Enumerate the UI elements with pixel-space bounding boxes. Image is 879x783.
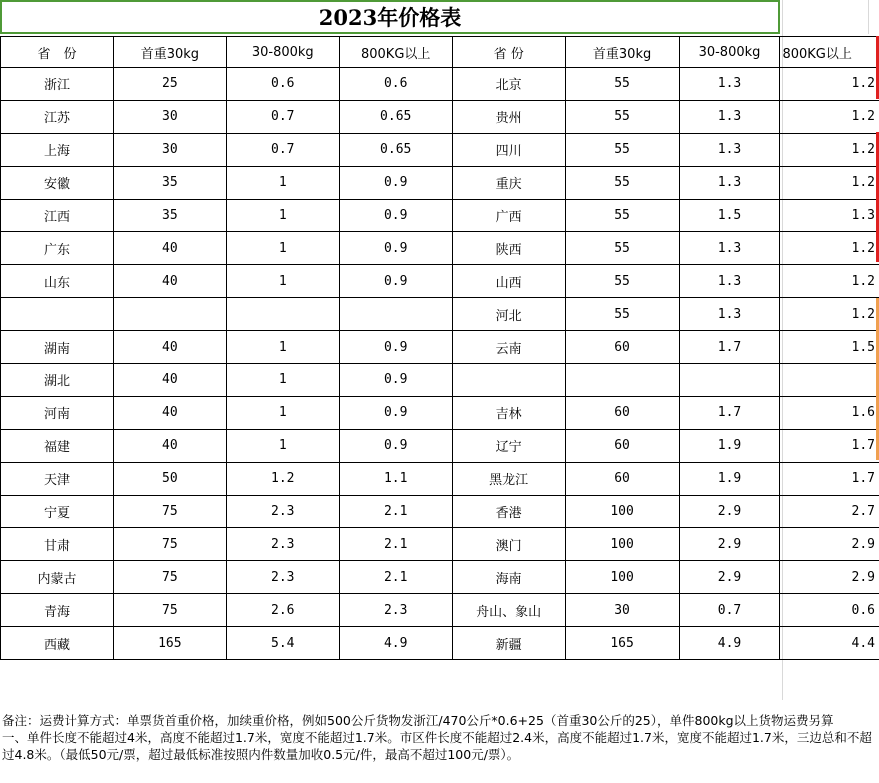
price-cell[interactable]: 0.65 xyxy=(339,100,452,133)
table-row xyxy=(1,133,879,166)
price-cell[interactable]: 100 xyxy=(565,495,679,528)
province-cell[interactable]: 宁夏 xyxy=(1,495,114,528)
price-cell[interactable]: 1.9 xyxy=(679,429,780,462)
price-cell[interactable]: 50 xyxy=(113,462,226,495)
price-table xyxy=(0,36,879,660)
province-cell[interactable]: 黑龙江 xyxy=(452,462,565,495)
price-cell[interactable]: 40 xyxy=(113,364,226,397)
province-cell[interactable]: 海南 xyxy=(452,561,565,594)
price-cell[interactable]: 60 xyxy=(565,462,679,495)
price-cell[interactable]: 0.6 xyxy=(339,68,452,101)
price-cell[interactable] xyxy=(113,298,226,331)
province-cell[interactable]: 天津 xyxy=(1,462,114,495)
price-cell[interactable]: 0.6 xyxy=(780,594,879,627)
price-cell[interactable]: 1 xyxy=(226,232,339,265)
province-cell[interactable]: 山西 xyxy=(452,265,565,298)
province-cell[interactable]: 内蒙古 xyxy=(1,561,114,594)
price-cell[interactable]: 55 xyxy=(565,68,679,101)
table-row xyxy=(1,265,879,298)
price-cell[interactable]: 30 xyxy=(113,133,226,166)
header-cell[interactable]: 省 份 xyxy=(452,37,565,68)
header-cell[interactable]: 首重30kg xyxy=(113,37,226,68)
table-row xyxy=(1,561,879,594)
price-cell[interactable]: 40 xyxy=(113,232,226,265)
province-cell[interactable] xyxy=(452,364,565,397)
price-cell[interactable]: 100 xyxy=(565,561,679,594)
table-row xyxy=(1,232,879,265)
province-cell[interactable]: 上海 xyxy=(1,133,114,166)
price-cell[interactable]: 0.7 xyxy=(226,133,339,166)
price-cell[interactable] xyxy=(226,298,339,331)
price-cell[interactable]: 1.5 xyxy=(780,331,879,364)
table-row xyxy=(1,364,879,397)
price-cell[interactable]: 1.2 xyxy=(780,265,879,298)
header-cell[interactable]: 800KG以上 xyxy=(339,37,452,68)
table-row xyxy=(1,331,879,364)
price-cell[interactable]: 4.9 xyxy=(679,627,780,660)
price-cell[interactable]: 0.9 xyxy=(339,429,452,462)
price-cell[interactable]: 165 xyxy=(113,627,226,660)
sheet-title[interactable]: 2023年价格表 xyxy=(0,0,780,34)
price-cell[interactable]: 0.9 xyxy=(339,364,452,397)
price-cell[interactable]: 1 xyxy=(226,265,339,298)
province-cell[interactable]: 青海 xyxy=(1,594,114,627)
table-row xyxy=(1,396,879,429)
province-cell[interactable]: 舟山、象山 xyxy=(452,594,565,627)
table-row xyxy=(1,100,879,133)
price-cell[interactable]: 2.3 xyxy=(226,528,339,561)
notes xyxy=(2,712,876,763)
province-cell[interactable] xyxy=(1,298,114,331)
province-cell[interactable]: 河南 xyxy=(1,396,114,429)
price-cell[interactable]: 55 xyxy=(565,298,679,331)
province-cell[interactable]: 贵州 xyxy=(452,100,565,133)
price-cell[interactable]: 1.3 xyxy=(679,68,780,101)
price-cell[interactable] xyxy=(679,364,780,397)
price-cell[interactable]: 165 xyxy=(565,627,679,660)
table-row xyxy=(1,199,879,232)
price-cell[interactable]: 1.3 xyxy=(679,265,780,298)
price-cell[interactable] xyxy=(780,364,879,397)
header-cell[interactable]: 30-800kg xyxy=(679,37,780,68)
price-cell[interactable]: 2.9 xyxy=(780,528,879,561)
price-cell[interactable]: 1 xyxy=(226,331,339,364)
price-cell[interactable]: 1.3 xyxy=(679,100,780,133)
price-cell[interactable]: 55 xyxy=(565,100,679,133)
province-cell[interactable]: 江苏 xyxy=(1,100,114,133)
header-cell[interactable]: 省 份 xyxy=(1,37,114,68)
province-cell[interactable]: 吉林 xyxy=(452,396,565,429)
province-cell[interactable]: 安徽 xyxy=(1,166,114,199)
price-cell[interactable]: 0.9 xyxy=(339,331,452,364)
price-cell[interactable]: 0.9 xyxy=(339,396,452,429)
price-cell[interactable]: 1 xyxy=(226,166,339,199)
table-row xyxy=(1,594,879,627)
price-cell[interactable]: 55 xyxy=(565,166,679,199)
province-cell[interactable]: 澳门 xyxy=(452,528,565,561)
header-row xyxy=(1,37,879,68)
province-cell[interactable]: 新疆 xyxy=(452,627,565,660)
price-cell[interactable]: 100 xyxy=(565,528,679,561)
price-cell[interactable]: 1.2 xyxy=(780,133,879,166)
price-cell[interactable]: 1.2 xyxy=(780,298,879,331)
price-cell[interactable]: 1.2 xyxy=(780,166,879,199)
price-cell[interactable]: 55 xyxy=(565,133,679,166)
price-cell[interactable]: 4.9 xyxy=(339,627,452,660)
price-cell[interactable]: 2.1 xyxy=(339,561,452,594)
price-cell[interactable]: 1 xyxy=(226,396,339,429)
price-cell[interactable]: 0.9 xyxy=(339,265,452,298)
province-cell[interactable]: 浙江 xyxy=(1,68,114,101)
price-cell[interactable]: 2.3 xyxy=(226,561,339,594)
header-cell[interactable]: 800KG以上 xyxy=(780,37,879,68)
price-cell[interactable]: 2.7 xyxy=(780,495,879,528)
price-cell[interactable]: 1.7 xyxy=(780,429,879,462)
header-cell[interactable]: 30-800kg xyxy=(226,37,339,68)
price-cell[interactable]: 1 xyxy=(226,199,339,232)
price-cell[interactable]: 1.7 xyxy=(679,396,780,429)
price-cell[interactable]: 2.9 xyxy=(679,561,780,594)
price-cell[interactable]: 1.1 xyxy=(339,462,452,495)
price-cell[interactable]: 25 xyxy=(113,68,226,101)
price-cell[interactable]: 1.3 xyxy=(679,298,780,331)
price-cell[interactable]: 1 xyxy=(226,429,339,462)
header-cell[interactable]: 首重30kg xyxy=(565,37,679,68)
price-cell[interactable]: 55 xyxy=(565,232,679,265)
province-cell[interactable]: 西藏 xyxy=(1,627,114,660)
price-cell[interactable]: 35 xyxy=(113,166,226,199)
province-cell[interactable]: 江西 xyxy=(1,199,114,232)
price-cell[interactable]: 1.3 xyxy=(780,199,879,232)
price-cell[interactable]: 4.4 xyxy=(780,627,879,660)
price-cell[interactable]: 60 xyxy=(565,331,679,364)
table-row xyxy=(1,298,879,331)
price-cell[interactable]: 1.5 xyxy=(679,199,780,232)
price-cell[interactable]: 1 xyxy=(226,364,339,397)
price-cell[interactable]: 35 xyxy=(113,199,226,232)
price-cell[interactable]: 40 xyxy=(113,429,226,462)
price-cell[interactable]: 60 xyxy=(565,396,679,429)
province-cell[interactable]: 湖北 xyxy=(1,364,114,397)
price-cell[interactable]: 5.4 xyxy=(226,627,339,660)
province-cell[interactable]: 广东 xyxy=(1,232,114,265)
price-cell[interactable]: 1.2 xyxy=(780,100,879,133)
province-cell[interactable]: 香港 xyxy=(452,495,565,528)
table-row xyxy=(1,462,879,495)
price-cell[interactable]: 1.3 xyxy=(679,232,780,265)
price-cell[interactable] xyxy=(565,364,679,397)
province-cell[interactable]: 山东 xyxy=(1,265,114,298)
price-cell[interactable]: 2.9 xyxy=(679,528,780,561)
price-cell[interactable]: 40 xyxy=(113,331,226,364)
price-table-body xyxy=(1,37,879,660)
grid-line xyxy=(868,0,869,34)
price-cell[interactable]: 55 xyxy=(565,265,679,298)
table-row xyxy=(1,166,879,199)
price-cell[interactable]: 0.7 xyxy=(679,594,780,627)
province-cell[interactable]: 陕西 xyxy=(452,232,565,265)
table-row xyxy=(1,429,879,462)
province-cell[interactable]: 云南 xyxy=(452,331,565,364)
price-cell[interactable]: 1.9 xyxy=(679,462,780,495)
price-cell[interactable]: 75 xyxy=(113,528,226,561)
price-cell[interactable]: 0.9 xyxy=(339,166,452,199)
price-cell[interactable]: 1.3 xyxy=(679,133,780,166)
note-calculation[interactable]: 备注：运费计算方式：单票货首重价格，加续重价格，例如500公斤货物发浙江/470公斤*0.6+25（首重30公斤的25），单件800kg以上货物运费另算 xyxy=(2,713,834,728)
price-cell[interactable]: 1.2 xyxy=(226,462,339,495)
table-row xyxy=(1,495,879,528)
price-cell[interactable]: 55 xyxy=(565,199,679,232)
price-cell[interactable]: 2.3 xyxy=(226,495,339,528)
table-row xyxy=(1,68,879,101)
price-cell[interactable]: 1.2 xyxy=(780,68,879,101)
price-cell[interactable]: 75 xyxy=(113,594,226,627)
price-cell[interactable]: 1.7 xyxy=(780,462,879,495)
price-cell[interactable]: 2.9 xyxy=(679,495,780,528)
price-cell[interactable]: 40 xyxy=(113,265,226,298)
price-cell[interactable]: 60 xyxy=(565,429,679,462)
price-cell[interactable]: 75 xyxy=(113,495,226,528)
province-cell[interactable]: 湖南 xyxy=(1,331,114,364)
province-cell[interactable]: 甘肃 xyxy=(1,528,114,561)
province-cell[interactable]: 广西 xyxy=(452,199,565,232)
price-cell[interactable]: 40 xyxy=(113,396,226,429)
province-cell[interactable]: 河北 xyxy=(452,298,565,331)
table-row xyxy=(1,528,879,561)
price-cell[interactable]: 0.65 xyxy=(339,133,452,166)
price-cell[interactable] xyxy=(339,298,452,331)
price-cell[interactable]: 2.3 xyxy=(339,594,452,627)
price-cell[interactable]: 30 xyxy=(113,100,226,133)
province-cell[interactable]: 重庆 xyxy=(452,166,565,199)
price-cell[interactable]: 75 xyxy=(113,561,226,594)
province-cell[interactable]: 福建 xyxy=(1,429,114,462)
price-cell[interactable]: 1.3 xyxy=(679,166,780,199)
province-cell[interactable]: 辽宁 xyxy=(452,429,565,462)
province-cell[interactable]: 北京 xyxy=(452,68,565,101)
price-cell[interactable]: 2.1 xyxy=(339,528,452,561)
note-size-limits[interactable]: 一、单件长度不能超过4米，高度不能超过1.7米，宽度不能超过1.7米。市区件长度不能超过2.4米，高度不能超过1.7米，宽度不能超过1.7米，三边总和不超过4.8米。（最低50元/票，超过最低标准按照内件数量加收0.5元/件，最高不超过100元/票）。 xyxy=(2,730,872,762)
price-cell[interactable]: 2.9 xyxy=(780,561,879,594)
price-cell[interactable]: 1.7 xyxy=(679,331,780,364)
province-cell[interactable]: 四川 xyxy=(452,133,565,166)
price-cell[interactable]: 0.6 xyxy=(226,68,339,101)
price-cell[interactable]: 2.1 xyxy=(339,495,452,528)
price-cell[interactable]: 0.7 xyxy=(226,100,339,133)
table-row xyxy=(1,627,879,660)
price-cell[interactable]: 1.2 xyxy=(780,232,879,265)
price-cell[interactable]: 0.9 xyxy=(339,232,452,265)
price-cell[interactable]: 30 xyxy=(565,594,679,627)
price-cell[interactable]: 1.6 xyxy=(780,396,879,429)
price-cell[interactable]: 2.6 xyxy=(226,594,339,627)
price-cell[interactable]: 0.9 xyxy=(339,199,452,232)
